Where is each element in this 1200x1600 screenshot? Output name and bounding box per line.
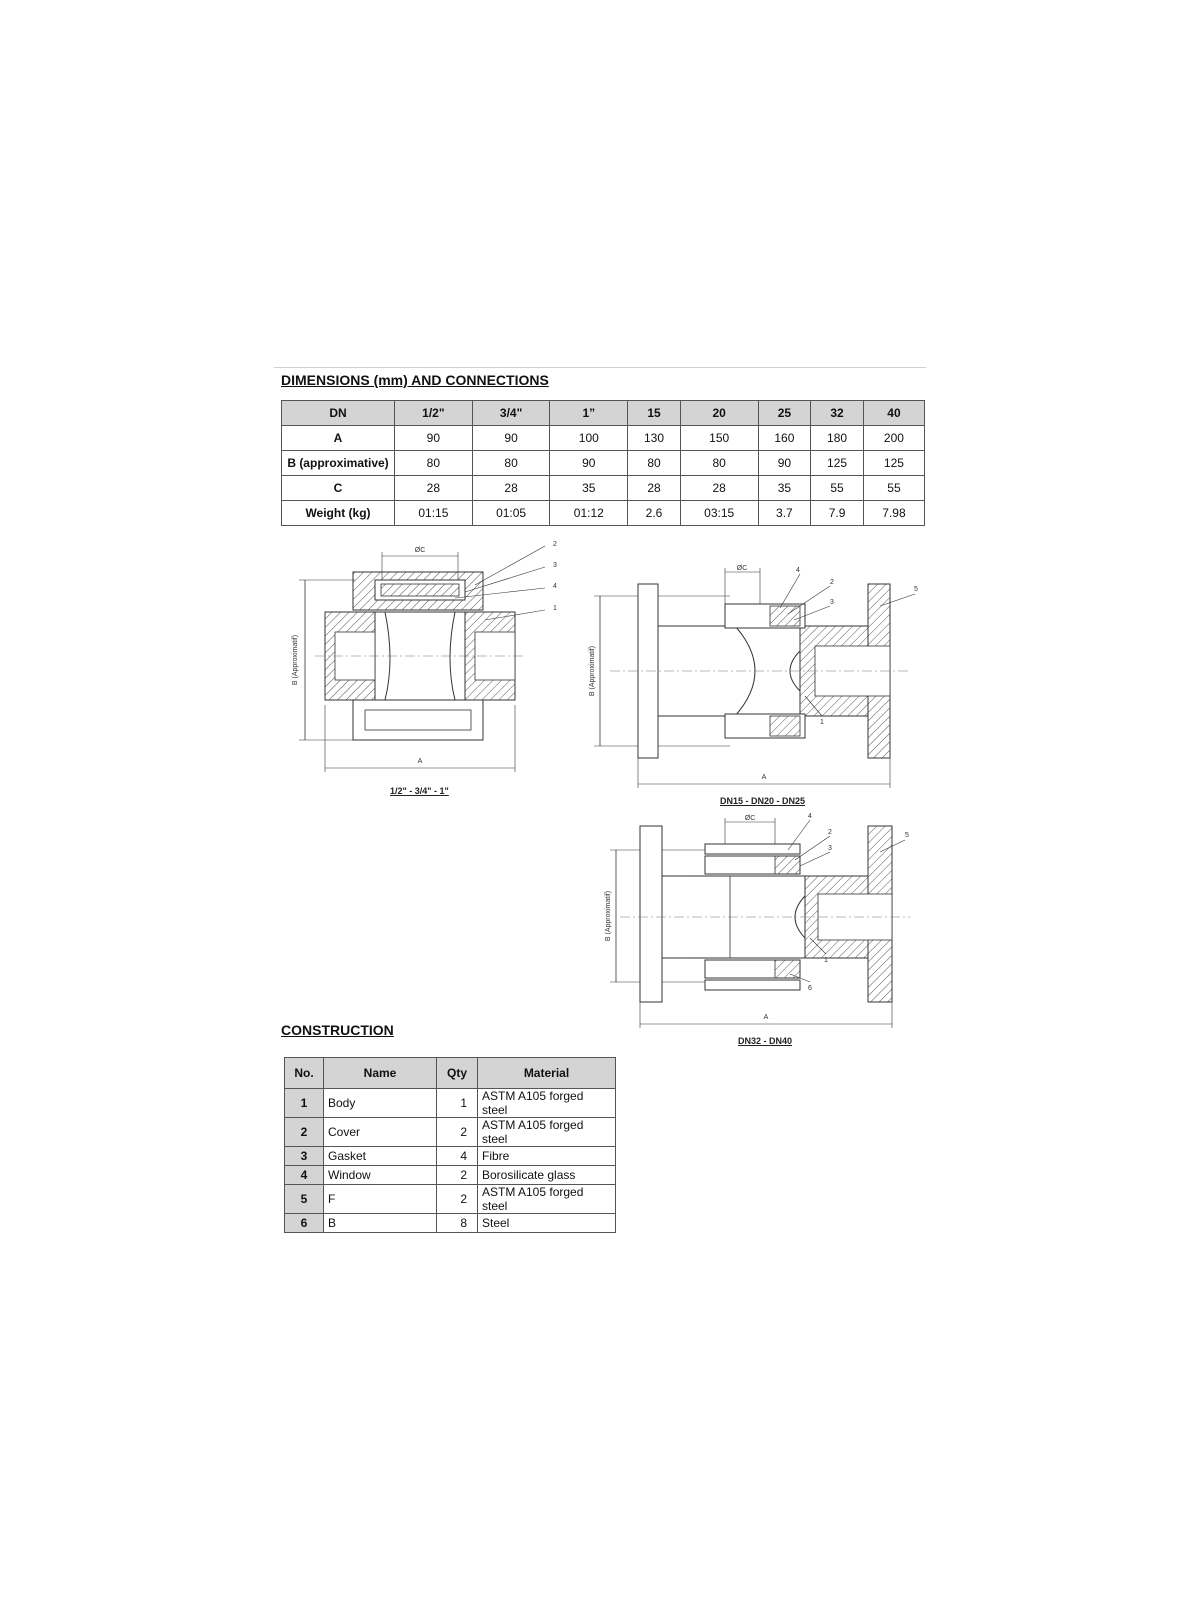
table-cell: 80 xyxy=(395,451,473,476)
row-label: C xyxy=(282,476,395,501)
part-name: F xyxy=(324,1185,437,1214)
table-row xyxy=(285,1214,616,1233)
part-material: ASTM A105 forged steel xyxy=(478,1118,616,1147)
threaded-sight-glass-drawing xyxy=(285,540,575,790)
callout-3: 3 xyxy=(830,599,834,606)
construction-table xyxy=(284,1057,616,1233)
dim-b-label: B (Approximatif) xyxy=(292,634,299,686)
table-cell: 7.9 xyxy=(811,501,864,526)
dim-a-label: A xyxy=(761,774,767,781)
dimensions-header-cell: DN xyxy=(282,401,395,426)
table-cell: 80 xyxy=(472,451,550,476)
dimensions-header-cell: 15 xyxy=(628,401,681,426)
part-no: 4 xyxy=(285,1166,324,1185)
callout-4: 4 xyxy=(808,813,812,820)
table-cell: 90 xyxy=(472,426,550,451)
caption-dn15-dn25: DN15 - DN20 - DN25 xyxy=(720,796,806,806)
part-material: ASTM A105 forged steel xyxy=(478,1089,616,1118)
table-cell: 160 xyxy=(758,426,811,451)
flanged-sight-glass-dn15-dn25-drawing xyxy=(590,566,930,796)
table-cell: 200 xyxy=(863,426,924,451)
flanged-sight-glass-dn32-dn40-drawing xyxy=(600,814,930,1039)
callout-1: 1 xyxy=(553,605,557,612)
table-cell: 28 xyxy=(472,476,550,501)
dimensions-row-b xyxy=(282,451,925,476)
table-cell: 7.98 xyxy=(863,501,924,526)
header-material: Material xyxy=(478,1058,616,1089)
dimensions-header-cell: 20 xyxy=(680,401,758,426)
table-row xyxy=(285,1089,616,1118)
table-cell: 55 xyxy=(863,476,924,501)
table-cell: 03:15 xyxy=(680,501,758,526)
table-cell: 150 xyxy=(680,426,758,451)
dimensions-header-cell: 1/2" xyxy=(395,401,473,426)
table-cell: 01:15 xyxy=(395,501,473,526)
table-cell: 28 xyxy=(395,476,473,501)
part-no: 2 xyxy=(285,1118,324,1147)
callout-3: 3 xyxy=(828,845,832,852)
table-cell: 80 xyxy=(628,451,681,476)
dim-c-label: ØC xyxy=(736,565,748,572)
table-cell: 80 xyxy=(680,451,758,476)
dimensions-header-cell: 32 xyxy=(811,401,864,426)
part-no: 5 xyxy=(285,1185,324,1214)
callout-2: 2 xyxy=(830,579,834,586)
dimensions-table xyxy=(281,400,925,526)
dimensions-header-cell: 3/4" xyxy=(472,401,550,426)
dimensions-header-row xyxy=(282,401,925,426)
callout-1: 1 xyxy=(824,957,828,964)
part-qty: 8 xyxy=(437,1214,478,1233)
table-row xyxy=(285,1166,616,1185)
table-cell: 28 xyxy=(628,476,681,501)
table-cell: 90 xyxy=(550,451,628,476)
table-cell: 3.7 xyxy=(758,501,811,526)
callout-2: 2 xyxy=(828,829,832,836)
table-cell: 01:12 xyxy=(550,501,628,526)
part-name: Body xyxy=(324,1089,437,1118)
part-no: 6 xyxy=(285,1214,324,1233)
part-qty: 2 xyxy=(437,1118,478,1147)
table-cell: 01:05 xyxy=(472,501,550,526)
table-cell: 90 xyxy=(395,426,473,451)
dim-c-label: ØC xyxy=(744,815,756,822)
part-material: Borosilicate glass xyxy=(478,1166,616,1185)
table-cell: 125 xyxy=(811,451,864,476)
caption-dn32-dn40: DN32 - DN40 xyxy=(738,1036,793,1046)
row-label: B (approximative) xyxy=(282,451,395,476)
part-no: 1 xyxy=(285,1089,324,1118)
dim-b-label: B (Approximatif) xyxy=(605,890,612,942)
dimensions-title: DIMENSIONS (mm) AND CONNECTIONS xyxy=(281,372,549,388)
table-cell: 90 xyxy=(758,451,811,476)
dim-b-label: B (Approximatif) xyxy=(589,645,596,697)
callout-5: 5 xyxy=(905,832,909,839)
section-divider xyxy=(274,367,926,368)
table-cell: 130 xyxy=(628,426,681,451)
part-material: ASTM A105 forged steel xyxy=(478,1185,616,1214)
caption-threaded: 1/2" - 3/4" - 1" xyxy=(390,786,449,796)
dimensions-row-weight xyxy=(282,501,925,526)
dim-a-label: A xyxy=(417,758,423,765)
dim-c-label: ØC xyxy=(414,547,426,554)
table-cell: 28 xyxy=(680,476,758,501)
table-cell: 125 xyxy=(863,451,924,476)
table-cell: 100 xyxy=(550,426,628,451)
callout-2: 2 xyxy=(553,541,557,548)
callout-6: 6 xyxy=(808,985,812,992)
part-qty: 2 xyxy=(437,1185,478,1214)
table-cell: 2.6 xyxy=(628,501,681,526)
dimensions-row-c xyxy=(282,476,925,501)
callout-1: 1 xyxy=(820,719,824,726)
part-no: 3 xyxy=(285,1147,324,1166)
part-name: B xyxy=(324,1214,437,1233)
construction-header-row xyxy=(285,1058,616,1089)
dimensions-row-a xyxy=(282,426,925,451)
construction-title: CONSTRUCTION xyxy=(281,1022,394,1038)
table-cell: 35 xyxy=(758,476,811,501)
callout-5: 5 xyxy=(914,586,918,593)
dimensions-header-cell: 25 xyxy=(758,401,811,426)
header-no: No. xyxy=(285,1058,324,1089)
header-name: Name xyxy=(324,1058,437,1089)
dim-a-label: A xyxy=(763,1014,769,1021)
table-row xyxy=(285,1147,616,1166)
table-cell: 35 xyxy=(550,476,628,501)
row-label: Weight (kg) xyxy=(282,501,395,526)
part-qty: 1 xyxy=(437,1089,478,1118)
table-cell: 180 xyxy=(811,426,864,451)
callout-4: 4 xyxy=(796,567,800,574)
part-qty: 2 xyxy=(437,1166,478,1185)
part-material: Fibre xyxy=(478,1147,616,1166)
part-qty: 4 xyxy=(437,1147,478,1166)
part-name: Window xyxy=(324,1166,437,1185)
part-name: Cover xyxy=(324,1118,437,1147)
table-row xyxy=(285,1185,616,1214)
part-material: Steel xyxy=(478,1214,616,1233)
dimensions-header-cell: 1” xyxy=(550,401,628,426)
header-qty: Qty xyxy=(437,1058,478,1089)
table-row xyxy=(285,1118,616,1147)
part-name: Gasket xyxy=(324,1147,437,1166)
table-cell: 55 xyxy=(811,476,864,501)
callout-4: 4 xyxy=(553,583,557,590)
callout-3: 3 xyxy=(553,562,557,569)
row-label: A xyxy=(282,426,395,451)
dimensions-header-cell: 40 xyxy=(863,401,924,426)
